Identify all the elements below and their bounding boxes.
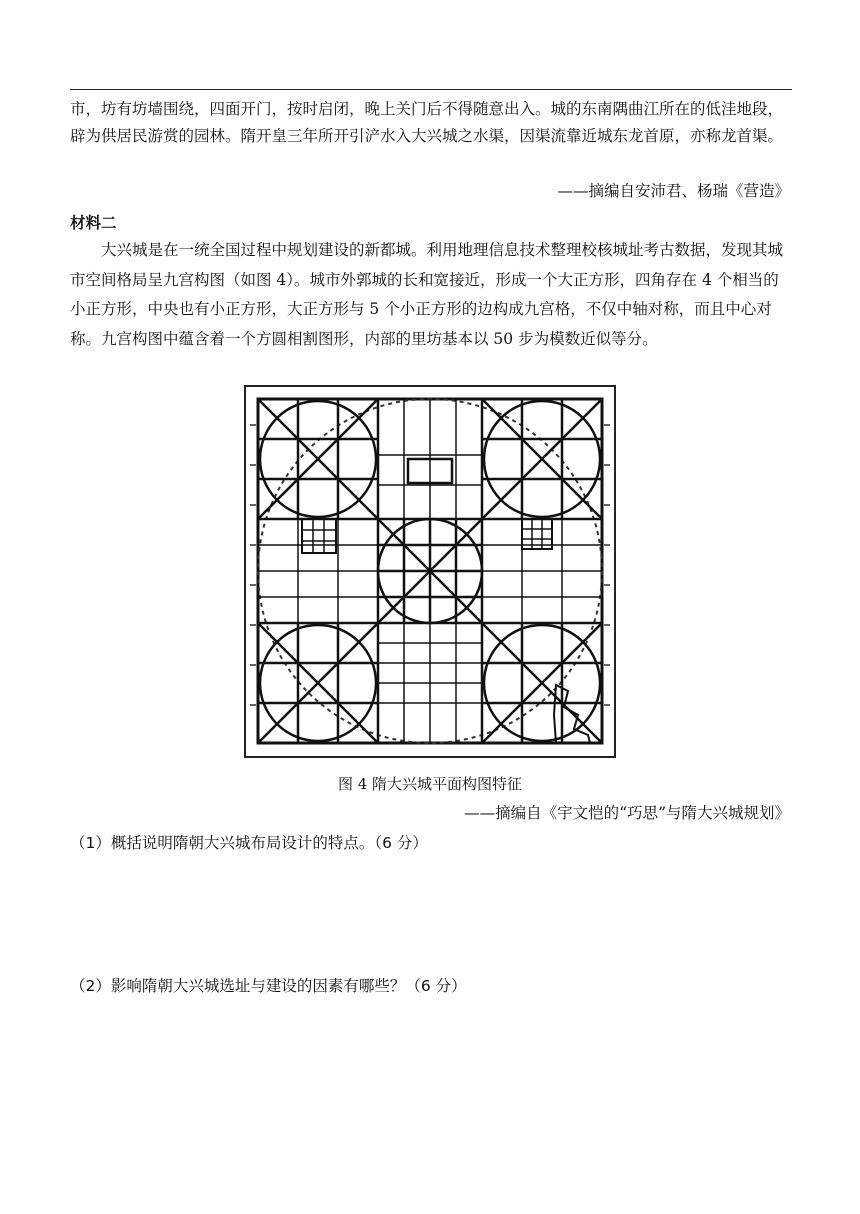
question-2: （2）影响隋朝大兴城选址与建设的因素有哪些？（6 分） <box>70 977 467 995</box>
material1-source: ——摘编自安沛君、杨瑞《营造》 <box>557 182 790 200</box>
question-1: （1）概括说明隋朝大兴城布局设计的特点。（6 分） <box>70 834 428 852</box>
city-plan-figure <box>244 385 616 758</box>
city-plan-diagram <box>244 385 616 758</box>
material2-heading: 材料二 <box>70 214 117 232</box>
material1-paragraph: 市，坊有坊墙围绕，四面开门，按时启闭，晚上关门后不得随意出入。城的东南隅曲江所在的低洼地段，辟为供居民游赏的园林。隋开皇三年所开引浐水入大兴城之水渠，因渠流靠近城东龙首原，亦称龙首渠。 <box>70 100 784 145</box>
figure-source: ——摘编自《宇文恺的“巧思”与隋大兴城规划》 <box>464 804 790 822</box>
material2-paragraph: 大兴城是在一统全国过程中规划建设的新都城。利用地理信息技术整理校核城址考古数据，发现其城市空间格局呈九宫构图（如图 4）。城市外郭城的长和宽接近，形成一个大正方形，四角存在 4 个相当的小正方形，中央也有小正方形，大正方形与 5 个小正方形的边构成九宫格，不仅中轴对称，而且中心对称。九宫构图中蕴含着一个方圆相割图形，内部的里坊基本以 50 步为模数近似等分。 <box>70 241 784 348</box>
figure-caption: 图 4 隋大兴城平面构图特征 <box>337 775 523 793</box>
top-rule <box>70 89 792 90</box>
